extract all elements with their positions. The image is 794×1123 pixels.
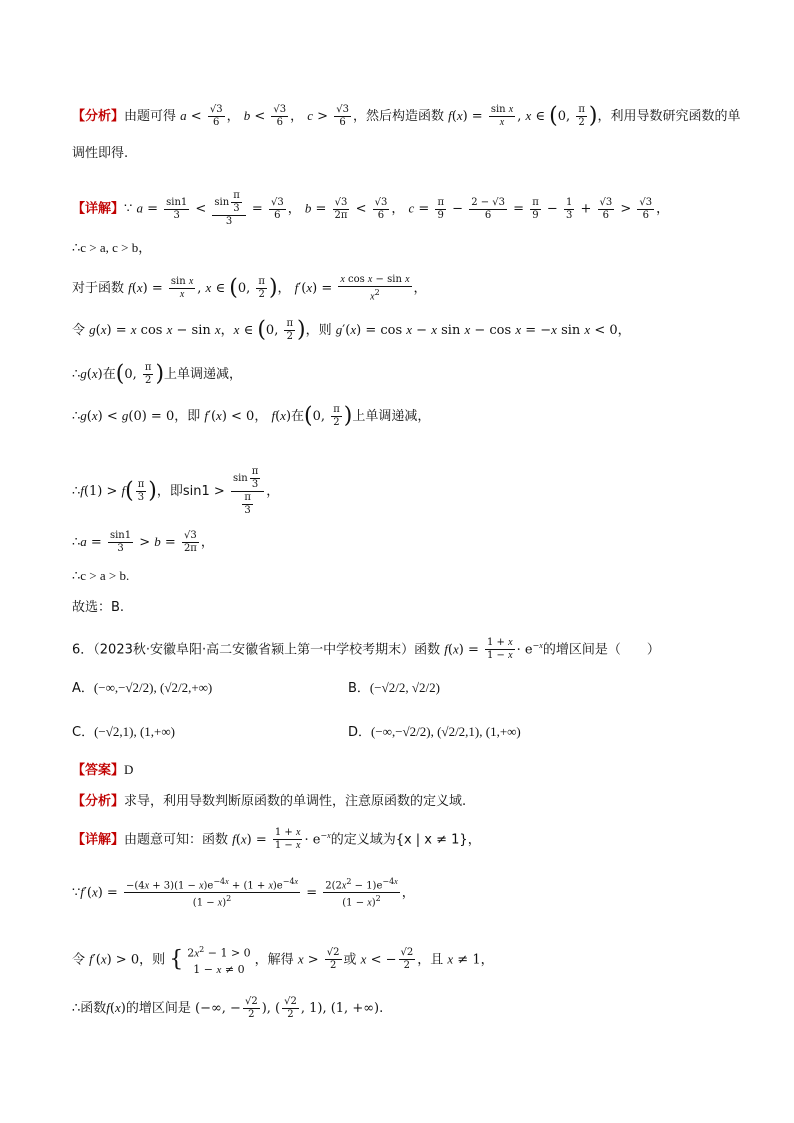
detail-line-8: ∴a = $\frac{\sin 1}{3}$ > b = $\frac{√3}{2\pi}$ ，: [72, 530, 214, 554]
analysis-text: 由题可得: [124, 109, 177, 124]
detail-line-1: 【详解】∵ a = $\frac{\sin 1}{3}$ < sin $\frac{\pi}{3}$ 3 = $\frac{√3}{6}$ ， b = $\frac{√3}{2\pi}$ < $\frac{√3}{6}$ ， c = $\frac{\pi}{9}$ − $\frac{2 - √3}{6}$ = $\frac{\pi}{9}$ − $\frac{1}{3}$ + $\frac{√3}{6}$ > $\frac{√3}{6}$ ，: [72, 190, 670, 227]
option-b[interactable]: B．(−√2/2, √2/2): [348, 680, 440, 696]
option-d[interactable]: D．(−∞,−√2/2), (√2/2,1), (1,+∞): [348, 724, 521, 740]
analysis-tag: 【分析】: [72, 109, 125, 124]
question-6: 6．（2023秋·安徽阜阳·高二安徽省颍上第一中学校考期末）函数 f(x) = $\frac{1 + x}{1 - x}$ · $e^{-x}$的增区间是（ ）: [72, 637, 660, 662]
option-c[interactable]: C．(−√2,1), (1,+∞): [72, 724, 175, 740]
detail-line-5: ∴g(x)在(0, $\frac{\pi}{2}$ )上单调递减，: [72, 361, 243, 387]
analysis-line-2: 调性即得.: [72, 146, 129, 161]
detail-line-9: ∴c > a > b.: [72, 568, 130, 583]
detail-6-line-3: 令 f′(x) > 0，则 { $2x^2 - 1 > 0$ 1 − x ≠ 0 ，解得 x > $\frac{√2}{2}$ 或 x < − $\frac{√2}{2}$ ，且 x ≠ 1，: [72, 945, 494, 976]
fraction: $\frac{√3}{6}$: [209, 104, 223, 128]
detail-line-4: 令 g(x) = x cos x − sin x，x ∈ (0, $\frac{\pi}{2}$ )，则 g′(x) = cos x − x sin x − cos x = −x sin x < 0，: [72, 317, 631, 343]
detail-line-3: 对于函数 f(x) = $\frac{\text{sin x}}{x}$ , x ∈ (0, $\frac{\pi}{2}$ )， f′(x) = $\frac{\text{x cos x − sin x}}{x^2}$ ，: [72, 274, 427, 303]
analysis-line-1: 【分析】由题可得 a < $\frac{√3}{6}$ ， b < $\frac{√3}{6}$ ， c > $\frac{√3}{6}$ ，然后构造函数 f(x) = $\frac{\text{sin x}}{x}$ , x ∈ (0, $\frac{\pi}{2}$ )，利用导数研究函数的单: [72, 103, 741, 129]
option-a[interactable]: A．(−∞,−√2/2), (√2/2,+∞): [72, 680, 213, 696]
detail-line-6: ∴g(x) < g(0) = 0，即 f′(x) < 0， f(x)在(0, $\frac{\pi}{2}$ )上单调递减，: [72, 403, 431, 429]
math: a: [180, 108, 187, 123]
analysis-6-line: 【分析】求导，利用导数判断原函数的单调性，注意原函数的定义域.: [72, 794, 467, 809]
analysis-text: ，然后构造函数: [352, 109, 444, 124]
answer-line: 【答案】D: [72, 762, 134, 778]
detail-line-7: ∴f(1) > f( $\frac{\pi}{3}$ )，即sin1 > sin $\frac{\pi}{3}$ $\frac{\pi}{3}$ ，: [72, 466, 280, 516]
detail-tag: 【详解】: [72, 201, 125, 217]
analysis-text: ，利用导数研究函数的单: [597, 109, 741, 124]
answer-value: D: [124, 762, 134, 777]
detail-line-2: ∴c > a, c > b，: [72, 240, 152, 255]
detail-line-10: 故选：B.: [72, 600, 125, 615]
detail-6-line-2: ∵f′(x) = $\frac{-(4x + 3)(1 - x)e^{-4x} + (1 + x)e^{-4x}}{(1 - x)^2}$ = $\frac{2(2x^2 - 1)e^{-4x}}{(1 - x)^2}$ ，: [72, 877, 415, 909]
detail-6-line-1: 【详解】由题意可知：函数 f(x) = $\frac{1 + x}{1 - x}$ · $e^{-x}$的定义域为{x | x ≠ 1}，: [72, 827, 481, 852]
detail-6-line-4: ∴函数f(x)的增区间是 (−∞, − $\frac{√2}{2}$ ), ( $\frac{√2}{2}$ , 1), (1, +∞).: [72, 996, 384, 1020]
question-source: （2023秋·安徽阜阳·高二安徽省颍上第一中学校考期末）: [93, 642, 415, 658]
